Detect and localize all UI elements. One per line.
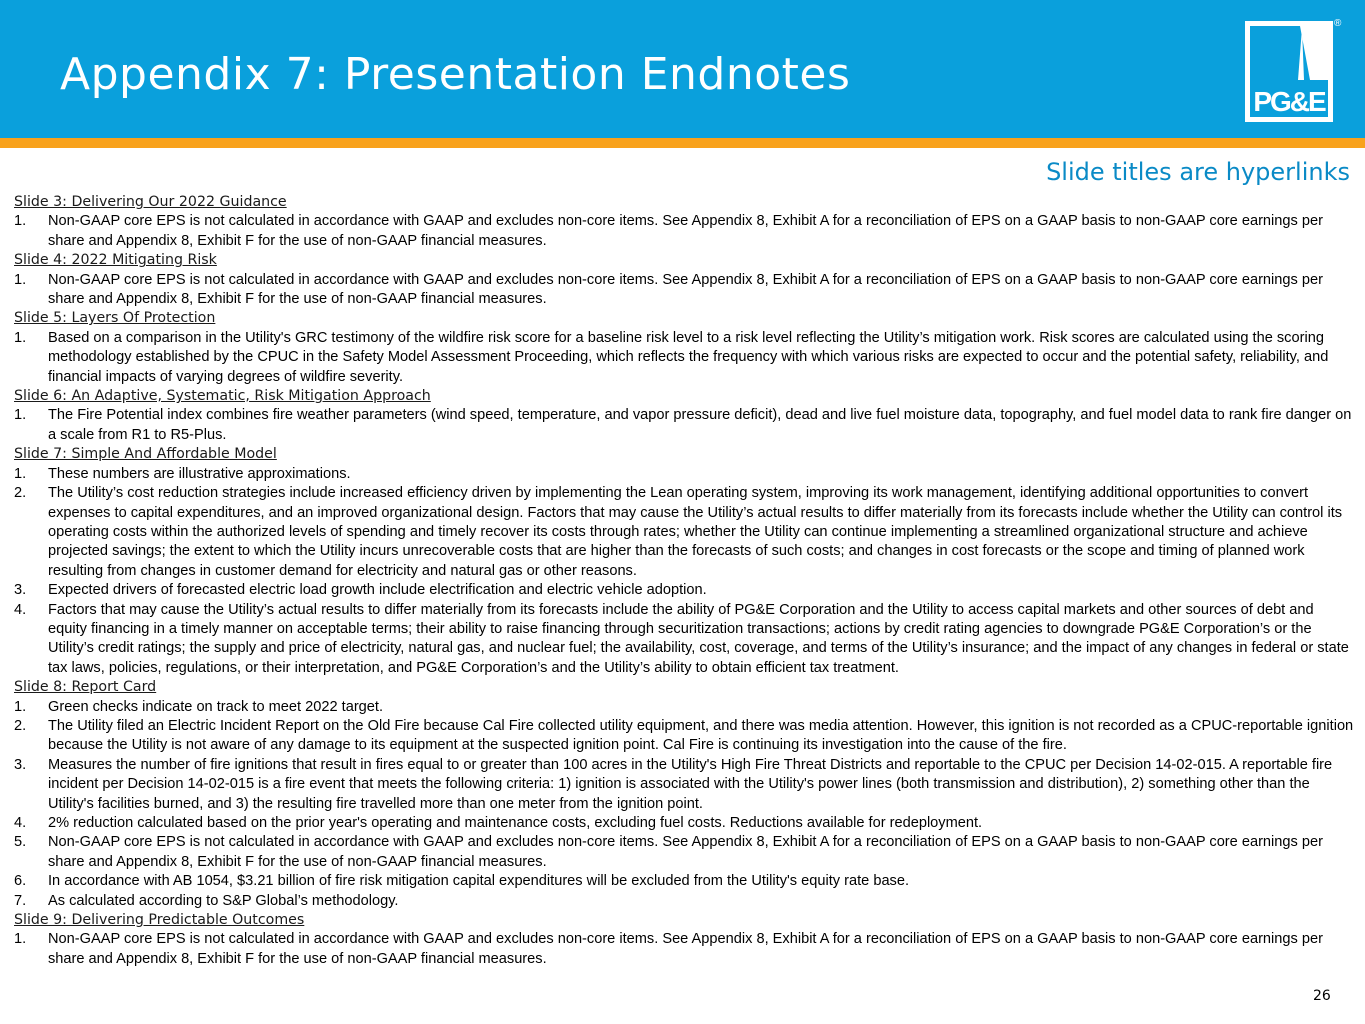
endnote-number: 1.	[14, 271, 27, 288]
pge-logo-icon	[1244, 20, 1334, 123]
endnote-text: Non-GAAP core EPS is not calculated in accordance with GAAP and excludes non-core items. See Appendix 8, Exhibit A for a reconciliation of EPS on a GAAP basis to non-GAAP core earnings per share and Appendix 8, Exhibit F for the use of non-GAAP financial measures.	[48, 834, 1323, 870]
endnote-number: 1.	[14, 698, 27, 715]
slide-title-link[interactable]: Slide 3: Delivering Our 2022 Guidance	[14, 194, 287, 210]
endnote-section	[14, 445, 1354, 678]
endnote-list	[14, 930, 1354, 969]
endnote-number: 2.	[14, 485, 27, 502]
endnote-section	[14, 193, 1354, 251]
endnote-item	[14, 756, 1354, 814]
registered-mark: ®	[1334, 18, 1342, 29]
endnote-text: The Fire Potential index combines fire weather parameters (wind speed, temperature, and vapor pressure deficit), dead and live fuel moisture data, topography, and fuel model data to rank fire danger on a scale from R1 to R5-Plus.	[48, 407, 1352, 443]
endnote-text: In accordance with AB 1054, $3.21 billion of fire risk mitigation capital expenditures will be excluded from the Utility's equity rate base.	[48, 873, 910, 890]
endnote-number: 4.	[14, 815, 27, 831]
endnote-list	[14, 465, 1354, 678]
endnote-item	[14, 814, 1354, 833]
slide-title-link[interactable]: Slide 8: Report Card	[14, 679, 157, 696]
endnote-number: 1.	[14, 213, 27, 230]
endnote-number: 3.	[14, 582, 27, 599]
endnote-list	[14, 212, 1354, 251]
endnote-text: Green checks indicate on track to meet 2022 target.	[48, 698, 384, 715]
endnote-list	[14, 698, 1354, 911]
endnote-text: Factors that may cause the Utility’s actual results to differ materially from its forecasts include the ability of PG&E Corporation and the Utility to access capital markets and other sources of debt and equity financing in a timely manner on acceptable terms; their ability to raise financing through securitization transactions; actions by credit rating agencies to downgrade PG&E Corporation’s or the Utility’s credit ratings; the supply and price of electricity, natural gas, and nuclear fuel; the availability, cost, coverage, and terms of the Utility’s insurance; and the impact of any changes in federal or state tax laws, policies, regulations, or their interpretation, and PG&E Corporation’s and the Utility’s ability to obtain efficient tax treatment.	[48, 601, 1349, 676]
endnote-number: 7.	[14, 892, 27, 909]
page-number: 26	[1313, 988, 1331, 1004]
endnotes-content	[14, 193, 1354, 969]
slide-title-link[interactable]: Slide 7: Simple And Affordable Model	[14, 446, 277, 463]
endnote-list	[14, 271, 1354, 310]
endnote-item	[14, 698, 1354, 717]
endnote-section	[14, 678, 1354, 911]
slide-title-link[interactable]: Slide 5: Layers Of Protection	[14, 310, 216, 327]
slide-title-link[interactable]: Slide 9: Delivering Predictable Outcomes	[14, 912, 305, 929]
endnote-text: As calculated according to S&P Global’s methodology.	[48, 892, 399, 909]
page-title: Appendix 7: Presentation Endnotes	[60, 49, 851, 100]
endnote-number: 5.	[14, 834, 27, 851]
endnote-text: Non-GAAP core EPS is not calculated in accordance with GAAP and excludes non-core items. See Appendix 8, Exhibit A for a reconciliation of EPS on a GAAP basis to non-GAAP core earnings per share and Appendix 8, Exhibit F for the use of non-GAAP financial measures.	[48, 271, 1323, 308]
endnote-number: 1.	[14, 407, 27, 424]
endnote-item	[14, 271, 1354, 310]
endnote-number: 4.	[14, 601, 27, 618]
endnote-item	[14, 930, 1354, 969]
endnote-text: Expected drivers of forecasted electric load growth include electrification and electric vehicle adoption.	[48, 582, 707, 599]
endnote-section	[14, 387, 1354, 445]
endnote-text: 2% reduction calculated based on the prior year's operating and maintenance costs, excluding fuel costs. Reductions available for redeployment.	[48, 815, 983, 831]
hyperlink-note: Slide titles are hyperlinks	[1046, 158, 1350, 186]
endnote-item	[14, 581, 1354, 600]
endnote-item	[14, 465, 1354, 484]
header-accent-bar	[0, 138, 1365, 148]
endnote-item	[14, 484, 1354, 581]
endnote-sections	[14, 193, 1354, 969]
endnote-text: Based on a comparison in the Utility's GRC testimony of the wildfire risk score for a baseline risk level to a risk level reflecting the Utility’s mitigation work. Risk scores are calculated using the scoring methodology established by the CPUC in the Safety Model Assessment Proceeding, which reflects the frequency with which various risks are expected to occur and the potential safety, reliability, and financial impacts of varying degrees of wildfire severity.	[48, 329, 1329, 385]
endnote-list	[14, 406, 1354, 445]
endnote-text: The Utility filed an Electric Incident Report on the Old Fire because Cal Fire collected utility equipment, and there was media attention. However, this ignition is not recorded as a CPUC-reportable ignition because the Utility is not aware of any damage to its equipment at the suspected ignition point. Cal Fire is continuing its investigation into the cause of the fire.	[48, 717, 1354, 754]
endnote-item	[14, 406, 1354, 445]
endnote-item	[14, 601, 1354, 679]
endnote-item	[14, 717, 1354, 756]
endnote-number: 1.	[14, 465, 27, 482]
endnote-item	[14, 329, 1354, 387]
slide-title-link[interactable]: Slide 6: An Adaptive, Systematic, Risk Mitigation Approach	[14, 388, 431, 405]
endnote-number: 1.	[14, 931, 27, 948]
endnote-text: The Utility’s cost reduction strategies include increased efficiency driven by implementing the Lean operating system, improving its work management, identifying additional opportunities to convert expenses to capital expenditures, and an improved organizational design. Factors that may cause the Utility’s actual results to differ materially from its forecasts include whether the Utility can control its operating costs within the authorized levels of spending and timely recover its costs through rates; whether the Utility can continue implementing a streamlined organizational structure and achieve projected savings; the extent to which the Utility incurs unrecoverable costs that are higher than the forecasts of such costs; and changes in cost forecasts or the scope and timing of planned work resulting from changes in customer demand for electricity and natural gas or other reasons.	[48, 485, 1343, 579]
endnote-number: 6.	[14, 873, 27, 890]
endnote-section	[14, 251, 1354, 309]
endnote-section	[14, 911, 1354, 969]
logo-text: PG&E	[1253, 86, 1325, 117]
endnote-text: Measures the number of fire ignitions that result in fires equal to or greater than 100 acres in the Utility's High Fire Threat Districts and reportable to the CPUC per Decision 14-02-015. A reportable fire incident per Decision 14-02-015 is a fire event that meets the following criteria: 1) ignition is associated with the Utility's power lines (both transmission and distribution), 2) something other than the Utility's facilities burned, and 3) the resulting fire travelled more than one meter from the ignition point.	[48, 756, 1333, 812]
endnote-text: Non-GAAP core EPS is not calculated in accordance with GAAP and excludes non-core items. See Appendix 8, Exhibit A for a reconciliation of EPS on a GAAP basis to non-GAAP core earnings per share and Appendix 8, Exhibit F for the use of non-GAAP financial measures.	[48, 931, 1323, 967]
endnote-text: Non-GAAP core EPS is not calculated in accordance with GAAP and excludes non-core items. See Appendix 8, Exhibit A for a reconciliation of EPS on a GAAP basis to non-GAAP core earnings per share and Appendix 8, Exhibit F for the use of non-GAAP financial measures.	[48, 213, 1323, 249]
slide-title-link[interactable]: Slide 4: 2022 Mitigating Risk	[14, 252, 217, 269]
endnote-text: These numbers are illustrative approximations.	[48, 465, 351, 482]
endnote-number: 1.	[14, 329, 27, 346]
endnote-list	[14, 329, 1354, 387]
endnote-item	[14, 892, 1354, 911]
endnote-number: 2.	[14, 717, 27, 734]
endnote-number: 3.	[14, 756, 27, 773]
endnote-item	[14, 833, 1354, 872]
endnote-section	[14, 309, 1354, 387]
endnote-item	[14, 872, 1354, 891]
endnote-item	[14, 212, 1354, 251]
